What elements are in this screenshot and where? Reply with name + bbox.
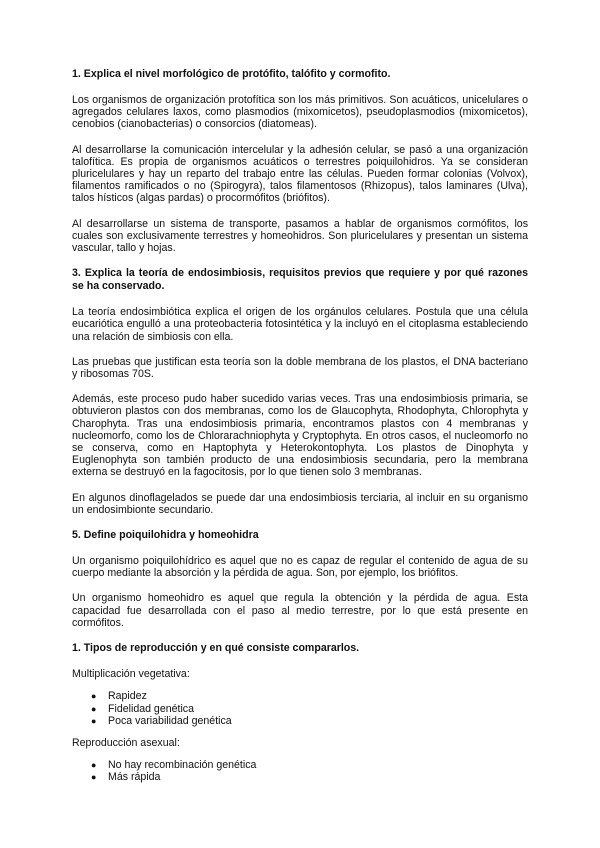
list-item (91, 702, 528, 715)
bullet-icon: ● (91, 703, 97, 714)
bullet-icon: ● (91, 715, 97, 726)
bullet-icon: ● (91, 760, 97, 771)
list-label: Reproducción asexual: (72, 736, 180, 749)
paragraph: Además, este proceso pudo haber sucedido varias veces. Tras una endosimbiosis primaria, se obtuvieron plastos con dos membranas, como los de Glaucophyta, Rhodophyta, Chlorophyta y Charophyta. Tras una endosimbiosis primaria, encontramos plastos con 4 membranas y nucleomorfo, como los de Chlorarachniophyta y Cryptophyta. En otros casos, el nucleomorfo no se conserva, como en Haptophyta y Heterokontophyta. Los plastos de Dinophyta y Euglenophyta son también producto de una endosimbiosis secundaria, pero la membrana externa se destruyó en la fagocitosis, por lo que tienen solo 3 membranas. (72, 393, 528, 479)
list-item-text: No hay recombinación genética (108, 759, 257, 772)
section-heading: 5. Define poiquilohidra y homeohidra (72, 529, 259, 542)
paragraph: Las pruebas que justifican esta teoría son la doble membrana de los plastos, el DNA bacteriano y ribosomas 70S. (72, 355, 528, 381)
list-item (91, 771, 528, 784)
bullet-list (72, 759, 528, 783)
section-heading: 1. Explica el nivel morfológico de protófito, talófito y cormofito. (72, 68, 391, 80)
list-item (91, 690, 528, 703)
paragraph: Al desarrollarse la comunicación intercelular y la adhesión celular, se pasó a una organización talofítica. Es propia de organismos acuáticos o terrestres poiquilohidros. Ya se consideran pluricelulares y hay un reparto del trabajo entre las células. Pueden formar colonias (Volvox), filamentos ramificados o no (Spirogyra), talos filamentosos (Rhizopus), talos laminares (Ulva), talos hísticos (algas pardas) o procormófitos (briófitos). (72, 143, 528, 205)
list-item-text: Poca variabilidad genética (108, 714, 232, 727)
list-label: Multiplicación vegetativa: (72, 668, 190, 681)
bullet-list (72, 690, 528, 727)
list-item-text: Más rápida (108, 771, 161, 784)
bullet-icon: ● (91, 691, 97, 702)
paragraph: Un organismo poiquilohídrico es aquel que no es capaz de regular el contenido de agua de su cuerpo mediante la absorción y la pérdida de agua. Son, por ejemplo, los briófitos. (72, 555, 528, 580)
bullet-icon: ● (91, 772, 97, 783)
paragraph: Al desarrollarse un sistema de transporte, pasamos a hablar de organismos cormófitos, los cuales son exclusivamente terrestres y homeohidros. Son pluricelulares y presentan un sistema vascular, tallo y hojas. (72, 217, 528, 255)
paragraph: Un organismo homeohidro es aquel que regula la obtención y la pérdida de agua. Esta capacidad fue desarrollada con el paso al medio terrestre, por lo que está presente en cormófitos. (72, 592, 528, 629)
paragraph: En algunos dinoflagelados se puede dar una endosimbiosis terciaria, al incluir en su organismo un endosimbionte secundario. (72, 491, 528, 516)
paragraph: La teoría endosimbiótica explica el origen de los orgánulos celulares. Postula que una célula eucariótica engulló a una proteobacteria fotosintética y la incluyó en el citoplasma estableciendo una relación de simbiosis con ella. (72, 306, 528, 343)
section-heading: 3. Explica la teoría de endosimbiosis, requisitos previos que requiere y por qué razones se ha conservado. (72, 267, 528, 293)
list-item-text: Fidelidad genética (108, 702, 194, 715)
list-item (91, 759, 528, 772)
section-heading: 1. Tipos de reproducción y en qué consiste compararlos. (72, 642, 360, 655)
list-item (91, 714, 528, 727)
document-page (72, 68, 528, 794)
list-item-text: Rapidez (108, 690, 147, 703)
paragraph: Los organismos de organización protofítica son los más primitivos. Son acuáticos, unicelulares o agregados celulares laxos, como plasmodios (mixomicetos), pseudoplasmodios (mixomicetos), cenobios (cianobacterias) o consorcios (diatomeas). (72, 94, 528, 131)
